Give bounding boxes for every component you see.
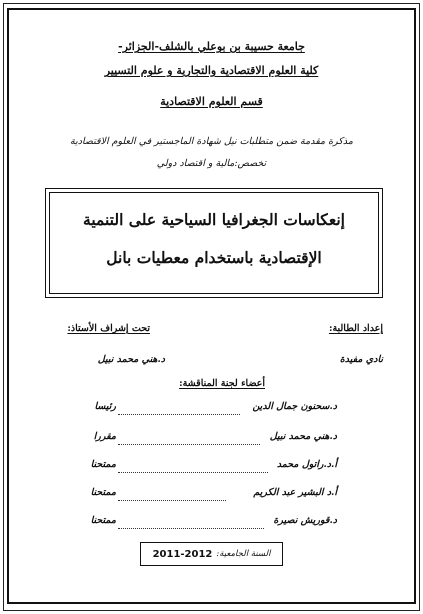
dotted-leader (118, 413, 240, 415)
specialization: تخصص:مالية و اقتصاد دولي (156, 158, 267, 169)
dotted-leader (118, 443, 260, 445)
faculty-name: كلية العلوم الاقتصادية والتجارية و علوم التسيير (104, 64, 319, 77)
academic-year-value: 2011-2012 (152, 548, 213, 560)
department-name: قسم العلوم الاقتصادية (160, 95, 263, 108)
committee-member-name: أ.د البشير عبد الكريم (253, 487, 337, 498)
memo-statement: مذكرة مقدمة ضمن متطلبات نيل شهادة الماجستير في العلوم الاقتصادية (70, 136, 353, 147)
committee-member-role: ممتحنا (90, 487, 116, 498)
committee-member-role: ممتحنا (90, 459, 116, 470)
thesis-title-box (45, 188, 383, 298)
committee-member-role: ممتحنا (90, 515, 116, 526)
committee-member-name: د.هني محمد نبيل (269, 431, 337, 442)
committee-label: أعضاء لجنة المناقشة: (179, 378, 265, 389)
committee-member-name: د.قوريش نصيرة (273, 515, 337, 526)
thesis-title-line-2: الإقتصادية باستخدام معطيات بانل (106, 248, 322, 267)
dotted-leader (118, 471, 268, 473)
student-name: نادي مفيدة (339, 354, 383, 365)
dotted-leader (118, 527, 264, 529)
title-frame-inner (49, 192, 379, 294)
student-label: إعداد الطالبة: (328, 323, 383, 334)
academic-year-box (140, 542, 283, 566)
dotted-leader (118, 499, 226, 501)
university-name: جامعة حسيبة بن بوعلي بالشلف-الجزائر- (118, 40, 305, 53)
academic-year-label: السنة الجامعية: (216, 549, 271, 559)
committee-member-role: مقررا (93, 431, 116, 442)
committee-member-role: رئيسا (94, 401, 116, 412)
thesis-title-line-1: إنعكاسات الجغرافيا السياحية على التنمية (83, 210, 345, 229)
supervisor-label: تحت إشراف الأستاذ: (67, 323, 150, 334)
committee-member-name: د.سحنون جمال الدين (252, 401, 337, 412)
committee-member-name: أ.د.راتول محمد (276, 459, 337, 470)
supervisor-name: د.هني محمد نبيل (97, 354, 165, 365)
